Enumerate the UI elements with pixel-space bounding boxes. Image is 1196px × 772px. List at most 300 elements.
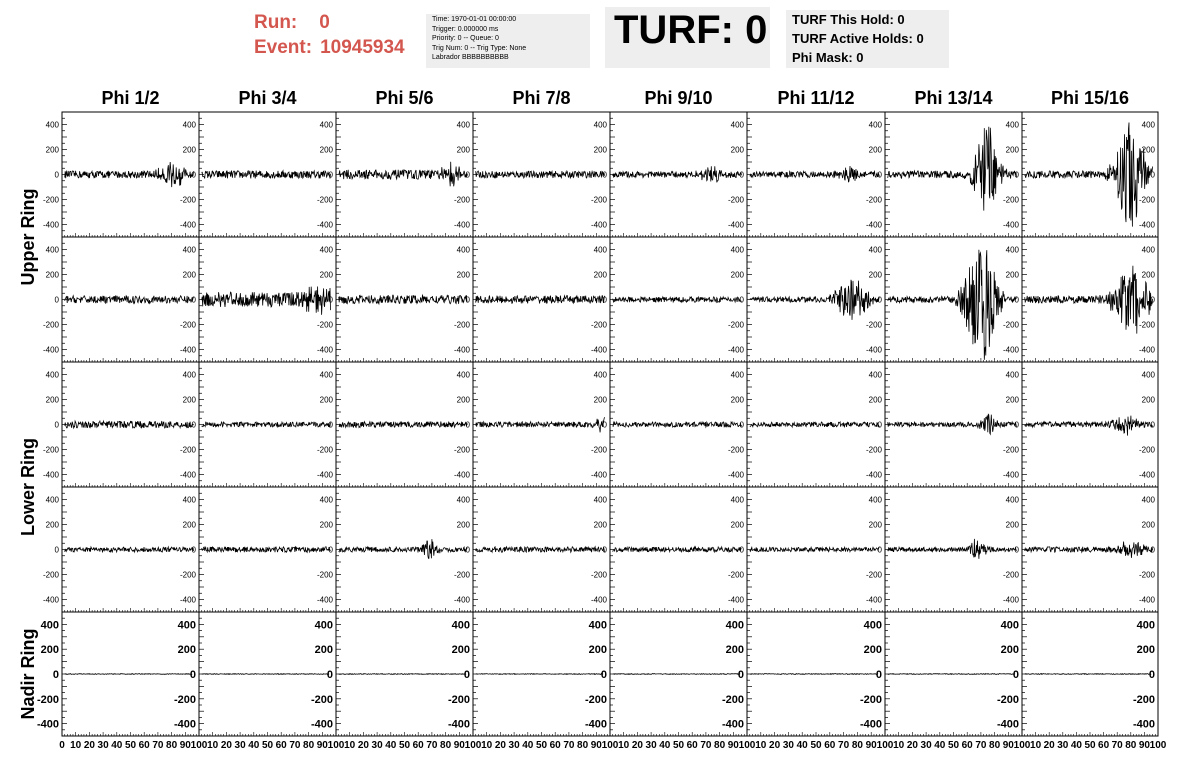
y-tick-label: -200	[1138, 320, 1155, 330]
y-tick-label: 200	[1141, 520, 1155, 530]
turf-label: TURF: 0	[614, 8, 768, 52]
waveform-trace	[1025, 266, 1153, 334]
y-tick-label: -400	[316, 345, 333, 355]
y-tick-label: -200	[316, 570, 333, 580]
y-tick-label: -400	[1002, 470, 1019, 480]
y-tick-label: -200	[1002, 445, 1019, 455]
x-tick-label: 50	[124, 740, 137, 751]
y-tick-label: -200	[453, 195, 470, 205]
x-tick-label: 100	[190, 740, 208, 751]
panel-frame	[747, 487, 885, 612]
y-tick-label: 400	[1141, 120, 1155, 130]
y-tick-label: 400	[182, 245, 196, 255]
x-tick-label: 100	[876, 740, 894, 751]
x-tick-label: 90	[179, 740, 191, 751]
run-label: Run:	[254, 12, 298, 33]
x-tick-label: 20	[1043, 740, 1055, 751]
y-tick-label: 200	[868, 145, 882, 155]
y-tick-label: -200	[36, 693, 59, 706]
event-label: Event:	[254, 37, 313, 58]
y-tick-label: 0	[877, 295, 882, 305]
y-tick-label: 0	[1012, 669, 1019, 681]
y-tick-label: 0	[602, 170, 607, 180]
x-tick-label: 90	[590, 740, 602, 751]
waveform-trace	[888, 127, 1017, 211]
info-priority: Priority: 0 -- Queue: 0	[432, 35, 499, 42]
y-tick-label: 400	[868, 370, 882, 380]
waveform-trace	[65, 162, 194, 187]
run-value: 0	[319, 12, 330, 33]
x-tick-label: 90	[727, 740, 739, 751]
y-tick-label: 0	[602, 420, 607, 430]
y-tick-label: 200	[730, 520, 744, 530]
turf-this-hold: TURF This Hold: 0	[792, 12, 905, 27]
row-title-1: Upper Ring	[18, 188, 38, 286]
y-tick-label: -400	[1138, 220, 1155, 230]
x-tick-label: 100	[327, 740, 345, 751]
y-tick-label: 200	[182, 145, 196, 155]
y-tick-label: 0	[739, 545, 744, 555]
y-tick-label: -200	[42, 445, 59, 455]
y-tick-label: 400	[588, 619, 607, 632]
y-tick-label: -400	[42, 345, 59, 355]
y-tick-label: -200	[727, 195, 744, 205]
y-tick-label: -400	[1138, 595, 1155, 605]
y-tick-label: 200	[730, 270, 744, 280]
waveform-trace	[202, 674, 329, 675]
y-tick-label: 200	[588, 644, 607, 657]
waveform-trace	[613, 547, 742, 552]
x-tick-label: 40	[385, 740, 397, 751]
y-tick-label: 400	[1005, 120, 1019, 130]
x-tick-label: 10	[344, 740, 356, 751]
x-tick-label: 70	[838, 740, 850, 751]
y-tick-label: 0	[602, 295, 607, 305]
y-tick-label: 200	[182, 395, 196, 405]
y-tick-label: -200	[721, 693, 744, 706]
x-tick-label: 20	[494, 740, 506, 751]
x-tick-label: 30	[920, 740, 932, 751]
y-tick-label: 400	[1000, 619, 1019, 632]
x-tick-label: 60	[961, 740, 973, 751]
y-tick-label: 0	[877, 170, 882, 180]
y-tick-label: 400	[451, 619, 470, 632]
y-tick-label: 200	[593, 520, 607, 530]
y-tick-label: 0	[1014, 170, 1019, 180]
y-tick-label: -200	[179, 570, 196, 580]
y-tick-label: -200	[590, 445, 607, 455]
waveform-trace	[888, 250, 1017, 360]
column-title-1: Phi 1/2	[101, 88, 160, 108]
y-tick-label: 400	[182, 120, 196, 130]
y-tick-label: 0	[600, 669, 607, 681]
y-tick-label: 200	[725, 644, 744, 657]
waveform-trace	[202, 422, 331, 427]
y-tick-label: 0	[54, 170, 59, 180]
y-tick-label: 400	[593, 245, 607, 255]
y-tick-label: -200	[1138, 445, 1155, 455]
y-tick-label: 0	[465, 420, 470, 430]
y-tick-label: 400	[40, 619, 59, 632]
waveform-trace	[750, 422, 880, 427]
y-tick-label: 0	[1150, 295, 1155, 305]
y-tick-label: -400	[1002, 595, 1019, 605]
x-tick-label: 70	[152, 740, 164, 751]
y-tick-label: -400	[590, 220, 607, 230]
x-tick-label: 30	[97, 740, 109, 751]
x-tick-label: 70	[426, 740, 438, 751]
x-tick-label: 80	[851, 740, 863, 751]
y-tick-label: 400	[730, 495, 744, 505]
x-tick-label: 50	[810, 740, 822, 751]
y-tick-label: -400	[727, 595, 744, 605]
waveform-trace	[1025, 416, 1153, 436]
x-tick-label: 60	[549, 740, 561, 751]
x-tick-label: 0	[59, 740, 65, 751]
y-tick-label: 200	[1005, 520, 1019, 530]
y-tick-label: 400	[593, 370, 607, 380]
y-tick-label: -400	[310, 718, 333, 731]
x-tick-label: 70	[563, 740, 575, 751]
waveform-trace	[65, 296, 194, 303]
y-tick-label: -200	[42, 195, 59, 205]
y-tick-label: 200	[1005, 270, 1019, 280]
y-tick-label: 200	[730, 395, 744, 405]
x-tick-label: 70	[289, 740, 301, 751]
y-tick-label: -200	[453, 570, 470, 580]
y-tick-label: -400	[42, 470, 59, 480]
y-tick-label: 200	[40, 644, 59, 657]
y-tick-label: -400	[590, 595, 607, 605]
x-tick-label: 100	[601, 740, 619, 751]
y-tick-label: -200	[1138, 570, 1155, 580]
y-tick-label: 200	[456, 145, 470, 155]
y-tick-label: 400	[319, 120, 333, 130]
y-tick-label: -200	[447, 693, 470, 706]
y-tick-label: 0	[1150, 545, 1155, 555]
waveform-trace	[1025, 123, 1153, 227]
waveform-trace	[65, 421, 194, 428]
x-tick-label: 20	[357, 740, 369, 751]
y-tick-label: -200	[1138, 195, 1155, 205]
y-tick-label: 200	[45, 270, 59, 280]
x-tick-label: 80	[166, 740, 178, 751]
x-tick-label: 20	[83, 740, 95, 751]
y-tick-label: 0	[54, 420, 59, 430]
y-tick-label: 200	[319, 520, 333, 530]
y-tick-label: 200	[593, 395, 607, 405]
y-tick-label: 400	[730, 120, 744, 130]
y-tick-label: 400	[456, 370, 470, 380]
y-tick-label: -200	[316, 195, 333, 205]
x-tick-label: 50	[535, 740, 548, 751]
x-tick-label: 10	[618, 740, 630, 751]
row-title-2: Lower Ring	[18, 438, 38, 536]
x-tick-label: 80	[303, 740, 315, 751]
y-tick-label: -400	[42, 220, 59, 230]
y-tick-label: -200	[173, 693, 196, 706]
y-tick-label: 0	[875, 669, 882, 681]
y-tick-label: -200	[727, 320, 744, 330]
y-tick-label: 0	[739, 295, 744, 305]
y-tick-label: -400	[721, 718, 744, 731]
y-tick-label: 400	[319, 495, 333, 505]
x-tick-label: 60	[686, 740, 698, 751]
y-tick-label: 0	[739, 170, 744, 180]
y-tick-label: 200	[45, 145, 59, 155]
column-title-6: Phi 11/12	[777, 88, 855, 108]
y-tick-label: -200	[996, 693, 1019, 706]
y-tick-label: 200	[1005, 395, 1019, 405]
x-tick-label: 70	[700, 740, 712, 751]
x-tick-label: 90	[1138, 740, 1150, 751]
x-tick-label: 40	[522, 740, 534, 751]
y-tick-label: 200	[456, 520, 470, 530]
x-tick-label: 10	[207, 740, 219, 751]
column-title-5: Phi 9/10	[644, 88, 713, 108]
y-tick-label: 200	[1005, 145, 1019, 155]
y-tick-label: -200	[584, 693, 607, 706]
y-tick-label: -400	[727, 470, 744, 480]
y-tick-label: 0	[465, 170, 470, 180]
y-tick-label: -400	[590, 345, 607, 355]
y-tick-label: 0	[877, 545, 882, 555]
y-tick-label: 0	[328, 545, 333, 555]
y-tick-label: 400	[1005, 370, 1019, 380]
y-tick-label: -400	[584, 718, 607, 731]
turf-active-holds: TURF Active Holds: 0	[792, 31, 924, 46]
y-tick-label: 200	[1141, 395, 1155, 405]
waveform-trace	[613, 422, 742, 427]
y-tick-label: 0	[191, 420, 196, 430]
y-tick-label: 0	[463, 669, 470, 681]
column-title-4: Phi 7/8	[512, 88, 571, 108]
y-tick-label: 400	[182, 495, 196, 505]
y-tick-label: -200	[310, 693, 333, 706]
y-tick-label: 0	[52, 669, 59, 681]
x-tick-label: 30	[371, 740, 383, 751]
y-tick-label: -400	[590, 470, 607, 480]
y-tick-label: 0	[465, 545, 470, 555]
y-tick-label: 200	[182, 520, 196, 530]
y-tick-label: 400	[730, 245, 744, 255]
y-tick-label: 0	[191, 295, 196, 305]
y-tick-label: -400	[316, 595, 333, 605]
y-tick-label: 400	[1141, 245, 1155, 255]
waveform-trace	[202, 547, 331, 552]
y-tick-label: -200	[727, 445, 744, 455]
waveform-trace	[339, 295, 468, 304]
y-tick-label: -200	[453, 320, 470, 330]
x-tick-label: 80	[714, 740, 726, 751]
y-tick-label: -200	[865, 195, 882, 205]
waveform-trace	[750, 674, 878, 675]
waveform-trace	[888, 674, 1015, 675]
waveform-trace	[339, 422, 468, 428]
x-tick-label: 10	[1030, 740, 1042, 751]
y-tick-label: -200	[316, 445, 333, 455]
waveform-trace	[613, 297, 742, 302]
x-tick-label: 10	[70, 740, 82, 751]
x-tick-label: 80	[989, 740, 1001, 751]
waveform-trace	[1025, 674, 1152, 675]
y-tick-label: -400	[179, 470, 196, 480]
y-tick-label: 200	[593, 270, 607, 280]
waveform-trace	[65, 674, 193, 675]
y-tick-label: -200	[1002, 570, 1019, 580]
y-tick-label: 200	[1141, 270, 1155, 280]
x-tick-label: 60	[824, 740, 836, 751]
y-tick-label: 0	[1150, 420, 1155, 430]
y-tick-label: 200	[1136, 644, 1155, 657]
y-tick-label: -200	[42, 570, 59, 580]
y-tick-label: 0	[1014, 295, 1019, 305]
y-tick-label: -200	[42, 320, 59, 330]
y-tick-label: 400	[314, 619, 333, 632]
x-tick-label: 40	[934, 740, 946, 751]
x-tick-label: 30	[234, 740, 246, 751]
y-tick-label: 0	[1150, 170, 1155, 180]
y-tick-label: -400	[727, 345, 744, 355]
y-tick-label: -400	[1138, 470, 1155, 480]
y-tick-label: -400	[179, 595, 196, 605]
y-tick-label: 200	[319, 270, 333, 280]
y-tick-label: 0	[877, 420, 882, 430]
y-tick-label: -200	[179, 445, 196, 455]
info-trigger: Trigger: 0.000000 ms	[432, 25, 499, 33]
x-tick-label: 10	[893, 740, 905, 751]
x-tick-label: 50	[672, 740, 685, 751]
y-tick-label: 200	[319, 145, 333, 155]
y-tick-label: 200	[730, 145, 744, 155]
y-tick-label: 400	[868, 120, 882, 130]
column-title-8: Phi 15/16	[1050, 88, 1130, 108]
waveform-trace	[476, 417, 605, 432]
x-tick-label: 90	[316, 740, 328, 751]
y-tick-label: 200	[868, 395, 882, 405]
x-tick-label: 40	[111, 740, 123, 751]
waveform-trace	[1025, 542, 1153, 558]
x-tick-label: 20	[769, 740, 781, 751]
y-tick-label: -400	[453, 345, 470, 355]
y-tick-label: 400	[319, 245, 333, 255]
waveform-trace	[750, 166, 880, 182]
y-tick-label: 400	[319, 370, 333, 380]
x-tick-label: 30	[508, 740, 520, 751]
y-tick-label: 200	[182, 270, 196, 280]
waveform-trace	[339, 162, 468, 187]
y-tick-label: -400	[1002, 220, 1019, 230]
info-labrador: Labrador BBBBBBBBBB	[432, 54, 509, 61]
y-tick-label: 400	[45, 370, 59, 380]
x-tick-label: 80	[577, 740, 589, 751]
y-tick-label: -200	[727, 570, 744, 580]
x-tick-label: 50	[261, 740, 274, 751]
y-tick-label: 0	[191, 545, 196, 555]
y-tick-label: 400	[177, 619, 196, 632]
y-tick-label: -200	[1002, 195, 1019, 205]
y-tick-label: 200	[863, 644, 882, 657]
y-tick-label: 200	[319, 395, 333, 405]
y-tick-label: -400	[453, 220, 470, 230]
x-tick-label: 90	[1002, 740, 1014, 751]
x-tick-label: 60	[1098, 740, 1110, 751]
y-tick-label: 0	[739, 420, 744, 430]
y-tick-label: 400	[730, 370, 744, 380]
y-tick-label: -400	[865, 595, 882, 605]
y-tick-label: 400	[182, 370, 196, 380]
row-title-3: Nadir Ring	[18, 628, 38, 720]
y-tick-label: 0	[54, 295, 59, 305]
y-tick-label: 400	[725, 619, 744, 632]
y-tick-label: 200	[456, 270, 470, 280]
x-tick-label: 60	[138, 740, 150, 751]
x-tick-label: 100	[738, 740, 756, 751]
y-tick-label: 400	[456, 245, 470, 255]
y-tick-label: -400	[42, 595, 59, 605]
y-tick-label: -200	[179, 320, 196, 330]
y-tick-label: -400	[36, 718, 59, 731]
info-time: Time: 1970-01-01 00:00:00	[432, 16, 517, 23]
x-tick-label: 40	[248, 740, 260, 751]
waveform-trace	[202, 287, 331, 315]
y-tick-label: 200	[593, 145, 607, 155]
waveform-trace	[750, 547, 880, 551]
y-tick-label: -200	[865, 445, 882, 455]
y-tick-label: -400	[179, 345, 196, 355]
x-tick-label: 90	[453, 740, 465, 751]
y-tick-label: -200	[865, 320, 882, 330]
y-tick-label: 200	[868, 270, 882, 280]
x-tick-label: 20	[906, 740, 918, 751]
y-tick-label: -200	[859, 693, 882, 706]
y-tick-label: 200	[314, 644, 333, 657]
info-trig: Trig Num: 0 -- Trig Type: None	[432, 44, 527, 52]
column-title-2: Phi 3/4	[238, 88, 297, 108]
y-tick-label: -400	[865, 345, 882, 355]
x-tick-label: 70	[1111, 740, 1123, 751]
x-tick-label: 30	[782, 740, 794, 751]
y-tick-label: 400	[593, 120, 607, 130]
y-tick-label: -200	[453, 445, 470, 455]
y-tick-label: -200	[1002, 320, 1019, 330]
y-tick-label: -400	[727, 220, 744, 230]
y-tick-label: -200	[1132, 693, 1155, 706]
y-tick-label: 200	[45, 520, 59, 530]
x-tick-label: 40	[659, 740, 671, 751]
event-value: 10945934	[320, 37, 405, 58]
y-tick-label: 400	[868, 245, 882, 255]
waveform-trace	[476, 296, 605, 304]
x-tick-label: 80	[1125, 740, 1137, 751]
y-tick-label: 200	[177, 644, 196, 657]
x-tick-label: 10	[755, 740, 767, 751]
y-tick-label: 0	[189, 669, 196, 681]
y-tick-label: 200	[456, 395, 470, 405]
waveform-trace	[613, 166, 742, 182]
y-tick-label: 200	[45, 395, 59, 405]
x-tick-label: 50	[947, 740, 960, 751]
y-tick-label: -400	[447, 718, 470, 731]
x-tick-label: 30	[1057, 740, 1069, 751]
y-tick-label: 400	[45, 245, 59, 255]
y-tick-label: 400	[1141, 495, 1155, 505]
y-tick-label: 0	[602, 545, 607, 555]
y-tick-label: -400	[996, 718, 1019, 731]
y-tick-label: 0	[328, 170, 333, 180]
y-tick-label: -200	[316, 320, 333, 330]
x-tick-label: 10	[481, 740, 493, 751]
